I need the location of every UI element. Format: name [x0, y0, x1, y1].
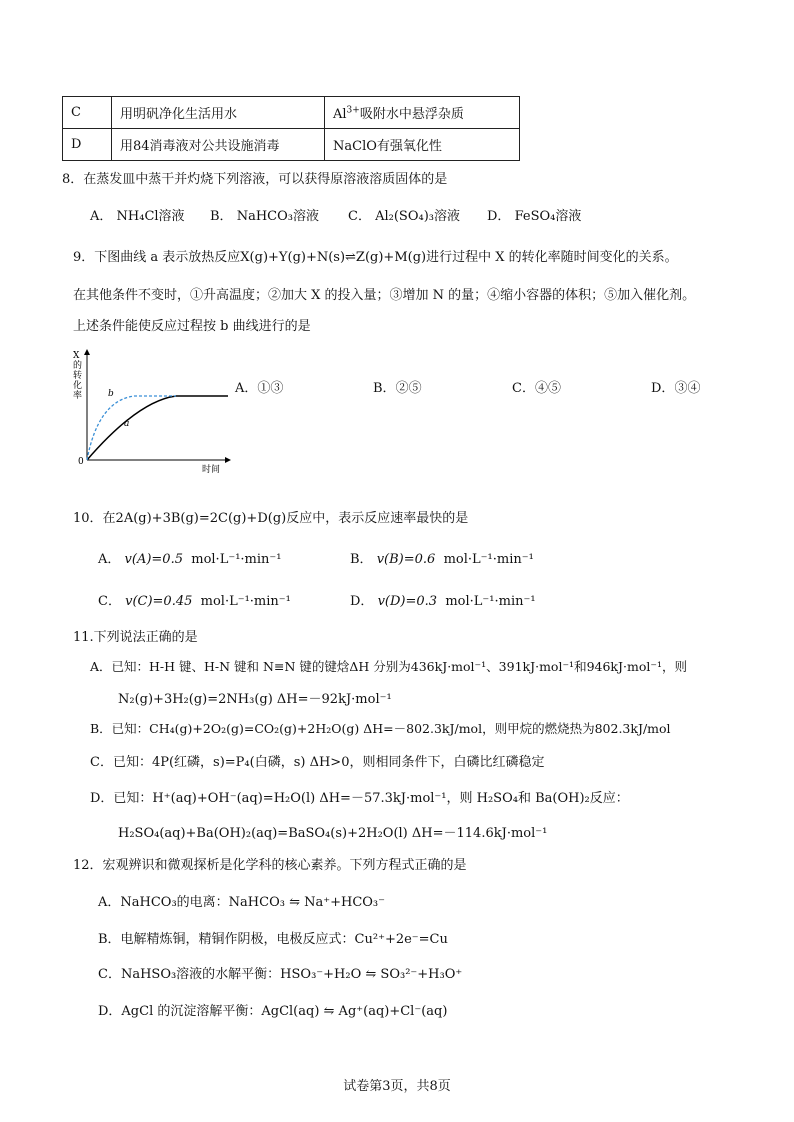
row-method: 用84消毒液对公共设施消毒 [112, 129, 325, 161]
row-reason: $Al^{3+}$吸附水中悬浮杂质 [325, 97, 520, 129]
q11-option-d-line1: D．已知：H⁺(aq)+OH⁻(aq)=H₂O(l) ΔH=－57.3kJ·mol⁻¹，则 H₂SO₄和 Ba(OH)₂反应： [90, 791, 629, 806]
q11-option-a-line1: A．已知：H-H 键、H-N 键和 N≡N 键的键焓ΔH 分别为436kJ·mol⁻¹、391kJ·mol⁻¹和946kJ·mol⁻¹，则 [90, 659, 687, 674]
q12-option-a: A．NaHCO₃的电离：NaHCO₃ ⇋ Na⁺+HCO₃⁻ [98, 895, 385, 910]
row-reason: NaClO有强氧化性 [325, 129, 520, 161]
q11-stem: 11.下列说法正确的是 [73, 630, 198, 645]
q10-option-a: A． v(A)=0.5 mol·L⁻¹·min⁻¹ [98, 552, 282, 567]
q9-line1: 9．下图曲线 a 表示放热反应X(g)+Y(g)+N(s)⇌Z(g)+M(g)进行过程中 X 的转化率随时间变化的关系。 [73, 250, 678, 265]
curve-a-label: a [124, 419, 130, 429]
curve-b-label: b [108, 389, 114, 399]
q9-option-c: C．④⑤ [512, 381, 561, 396]
curve-a [87, 396, 228, 460]
page-footer: 试卷第3页，共8页 [343, 1079, 451, 1094]
table-row [63, 97, 520, 129]
x-axis-label: 时间 [202, 465, 221, 475]
table-row [63, 129, 520, 161]
q9-line2: 在其他条件不变时，①升高温度；②加大 X 的投入量；③增加 N 的量；④缩小容器的体积；⑤加入催化剂。 [73, 288, 696, 303]
q8-option-b: B． NaHCO₃溶液 [210, 209, 319, 224]
q12-stem: 12．宏观辨识和微观探析是化学科的核心素养。下列方程式正确的是 [73, 858, 467, 873]
row-label: D [63, 129, 112, 161]
q11-option-d-line2: H₂SO₄(aq)+Ba(OH)₂(aq)=BaSO₄(s)+2H₂O(l) ΔH=－114.6kJ·mol⁻¹ [118, 826, 548, 841]
row-method: 用明矾净化生活用水 [112, 97, 325, 129]
q12-option-b: B．电解精炼铜，精铜作阴极，电极反应式：Cu²⁺+2e⁻=Cu [98, 932, 448, 947]
q8-option-c: C． Al₂(SO₄)₃溶液 [348, 209, 460, 224]
q11-option-a-line2: N₂(g)+3H₂(g)=2NH₃(g) ΔH=－92kJ·mol⁻¹ [118, 692, 392, 707]
origin-label: 0 [78, 457, 84, 467]
q11-option-b: B．已知：CH₄(g)+2O₂(g)=CO₂(g)+2H₂O(g) ΔH=－802.3kJ/mol，则甲烷的燃烧热为802.3kJ/mol [90, 721, 671, 736]
q9-line3: 上述条件能使反应过程按 b 曲线进行的是 [73, 319, 311, 334]
q8-option-d: D． FeSO₄溶液 [487, 209, 582, 224]
q9-option-b: B．②⑤ [373, 381, 422, 396]
q8-stem: 8．在蒸发皿中蒸干并灼烧下列溶液，可以获得原溶液溶质固体的是 [62, 172, 448, 187]
curve-b [87, 396, 176, 460]
q9-option-a: A．①③ [235, 381, 284, 396]
q10-option-c: C． v(C)=0.45 mol·L⁻¹·min⁻¹ [98, 594, 291, 609]
q10-option-d: D． v(D)=0.3 mol·L⁻¹·min⁻¹ [350, 594, 536, 609]
q12-option-c: C．NaHSO₃溶液的水解平衡：HSO₃⁻+H₂O ⇋ SO₃²⁻+H₃O⁺ [98, 967, 463, 982]
y-axis-label: X 的转化率 [73, 351, 83, 401]
q9-option-d: D．③④ [651, 381, 701, 396]
q10-option-b: B． v(B)=0.6 mol·L⁻¹·min⁻¹ [350, 552, 534, 567]
q12-option-d: D．AgCl 的沉淀溶解平衡：AgCl(aq) ⇋ Ag⁺(aq)+Cl⁻(aq) [98, 1004, 448, 1019]
q11-option-c: C．已知：4P(红磷，s)=P₄(白磷，s) ΔH>0，则相同条件下，白磷比红磷稳定 [90, 755, 545, 770]
q9-conversion-graph [68, 346, 238, 476]
q10-stem: 10．在2A(g)+3B(g)=2C(g)+D(g)反应中，表示反应速率最快的是 [73, 511, 469, 526]
row-label: C [63, 97, 112, 129]
q8-option-a: A． NH₄Cl溶液 [90, 209, 185, 224]
answer-table [62, 96, 520, 161]
